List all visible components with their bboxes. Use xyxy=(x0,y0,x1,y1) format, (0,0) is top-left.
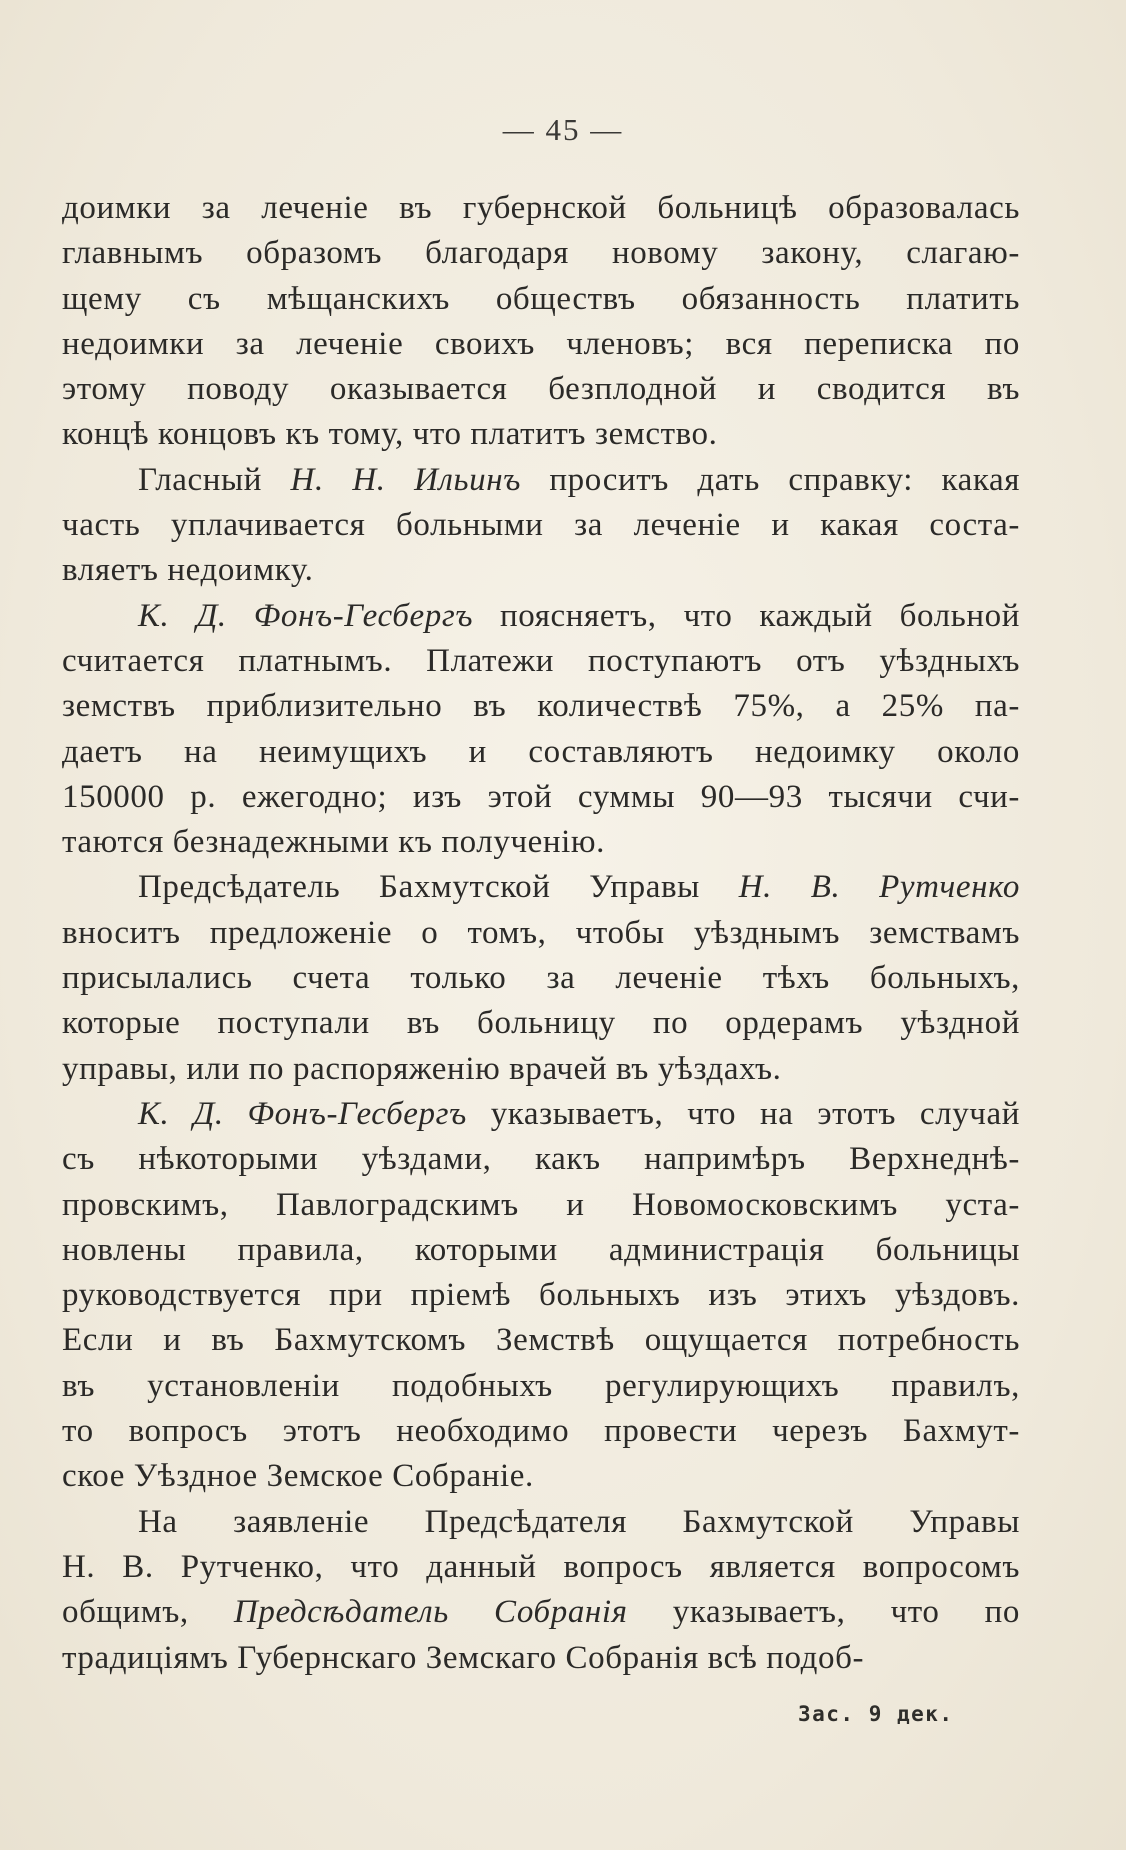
text-line xyxy=(62,277,1020,322)
text-segment: Если и въ Бахмутскомъ Земствѣ ощущается потребность xyxy=(62,1322,1020,1359)
text-segment: новлены правила, которыми администрація больницы xyxy=(62,1231,1020,1268)
text-segment: ское Уѣздное Земское Собраніе. xyxy=(62,1458,534,1495)
signature-mark: Зас. 9 дек. xyxy=(798,1702,954,1726)
text-line xyxy=(62,1500,1020,1545)
text-line xyxy=(62,1590,1020,1635)
text-segment: считается платнымъ. Платежи поступаютъ отъ уѣздныхъ xyxy=(62,642,1020,679)
text-segment: управы, или по распоряженію врачей въ уѣздахъ. xyxy=(62,1050,782,1087)
text-segment: съ нѣкоторыми уѣздами, какъ напримѣръ Верхнеднѣ- xyxy=(62,1141,1020,1178)
text-segment: Гласный xyxy=(138,461,291,498)
text-segment: доимки за леченіе въ губернской больницѣ образовалась xyxy=(62,190,1020,226)
text-line xyxy=(62,1137,1020,1182)
text-line xyxy=(62,1364,1020,1409)
text-line xyxy=(62,412,1020,457)
text-segment: руководствуется при пріемѣ больныхъ изъ этихъ уѣздовъ. xyxy=(62,1277,1020,1314)
text-line xyxy=(62,1636,1020,1681)
paragraph xyxy=(62,1500,1020,1681)
text-segment: указываетъ, что по xyxy=(627,1594,1020,1631)
paragraph xyxy=(62,865,1020,1091)
text-segment: вноситъ предложеніе о томъ, чтобы уѣзднымъ земствамъ xyxy=(62,914,1020,951)
text-segment: присылались счета только за леченіе тѣхъ больныхъ, xyxy=(62,960,1020,997)
text-segment: которые поступали въ больницу по ордерамъ уѣздной xyxy=(62,1005,1020,1042)
text-line xyxy=(62,367,1020,412)
text-segment: концѣ концовъ къ тому, что платитъ земство. xyxy=(62,416,718,453)
text-line xyxy=(62,1092,1020,1137)
text-segment: щему съ мѣщанскихъ обществъ обязанность платить xyxy=(62,280,1020,317)
person-name: К. Д. Фонъ-Гесбергъ xyxy=(138,597,474,634)
text-line xyxy=(62,775,1020,820)
text-segment: На заявленіе Предсѣдателя Бахмутской Управы xyxy=(138,1503,1020,1540)
text-line xyxy=(62,730,1020,775)
text-segment: то вопросъ этотъ необходимо провести черезъ Бахмут- xyxy=(62,1413,1020,1450)
text-segment: провскимъ, Павлоградскимъ и Новомосковскимъ уста- xyxy=(62,1186,1020,1223)
text-line xyxy=(62,911,1020,956)
text-segment: Н. В. Рутченко, что данный вопросъ является вопросомъ xyxy=(62,1548,1020,1585)
text-segment: Предсѣдатель Бахмутской Управы xyxy=(138,869,739,906)
body-text xyxy=(62,186,1020,1681)
text-segment: вляетъ недоимку. xyxy=(62,552,314,589)
text-line xyxy=(62,1409,1020,1454)
text-segment: земствъ приблизительно въ количествѣ 75%, а 25% па- xyxy=(62,688,1020,725)
person-name: Предсѣдатель Собранія xyxy=(233,1594,628,1631)
person-name: Н. В. Рутченко xyxy=(738,869,1020,906)
text-segment: недоимки за леченіе своихъ членовъ; вся переписка по xyxy=(62,325,1020,362)
text-segment: въ установленіи подобныхъ регулирующихъ правилъ, xyxy=(62,1367,1020,1404)
person-name: К. Д. Фонъ-Гесбергъ xyxy=(138,1095,467,1132)
text-line xyxy=(62,865,1020,910)
text-line xyxy=(62,186,1020,231)
text-line xyxy=(62,594,1020,639)
text-segment: традиціямъ Губернскаго Земскаго Собранія всѣ подоб- xyxy=(62,1639,865,1676)
text-line xyxy=(62,1273,1020,1318)
text-line xyxy=(62,1545,1020,1590)
text-line xyxy=(62,503,1020,548)
paragraph xyxy=(62,1092,1020,1500)
text-segment: этому поводу оказывается безплодной и сводится въ xyxy=(62,371,1020,408)
text-segment: таются безнадежными къ полученію. xyxy=(62,824,606,861)
text-segment: главнымъ образомъ благодаря новому закону, слагаю- xyxy=(62,235,1020,272)
page-number: — 45 — xyxy=(502,112,624,147)
text-line xyxy=(62,1318,1020,1363)
text-line xyxy=(62,820,1020,865)
text-line xyxy=(62,1001,1020,1046)
text-segment: 150000 р. ежегодно; изъ этой суммы 90—93 тысячи счи- xyxy=(62,778,1020,815)
text-line xyxy=(62,639,1020,684)
paragraph xyxy=(62,594,1020,866)
text-segment: поясняетъ, что каждый больной xyxy=(473,597,1020,634)
paragraph xyxy=(62,186,1020,458)
text-segment: проситъ дать справку: какая xyxy=(520,461,1020,498)
text-line xyxy=(62,1228,1020,1273)
text-line xyxy=(62,1047,1020,1092)
text-line xyxy=(62,231,1020,276)
text-line xyxy=(62,1183,1020,1228)
text-segment: общимъ, xyxy=(62,1594,234,1631)
text-segment: даетъ на неимущихъ и составляютъ недоимку около xyxy=(62,733,1020,770)
text-line xyxy=(62,322,1020,367)
text-segment: часть уплачивается больными за леченіе и какая соста- xyxy=(62,507,1020,544)
text-line xyxy=(62,1454,1020,1499)
text-line xyxy=(62,458,1020,503)
paragraph xyxy=(62,458,1020,594)
person-name: Н. Н. Ильинъ xyxy=(290,461,521,498)
text-line xyxy=(62,684,1020,729)
text-line xyxy=(62,956,1020,1001)
text-line xyxy=(62,548,1020,593)
text-segment: указываетъ, что на этотъ случай xyxy=(466,1095,1021,1132)
